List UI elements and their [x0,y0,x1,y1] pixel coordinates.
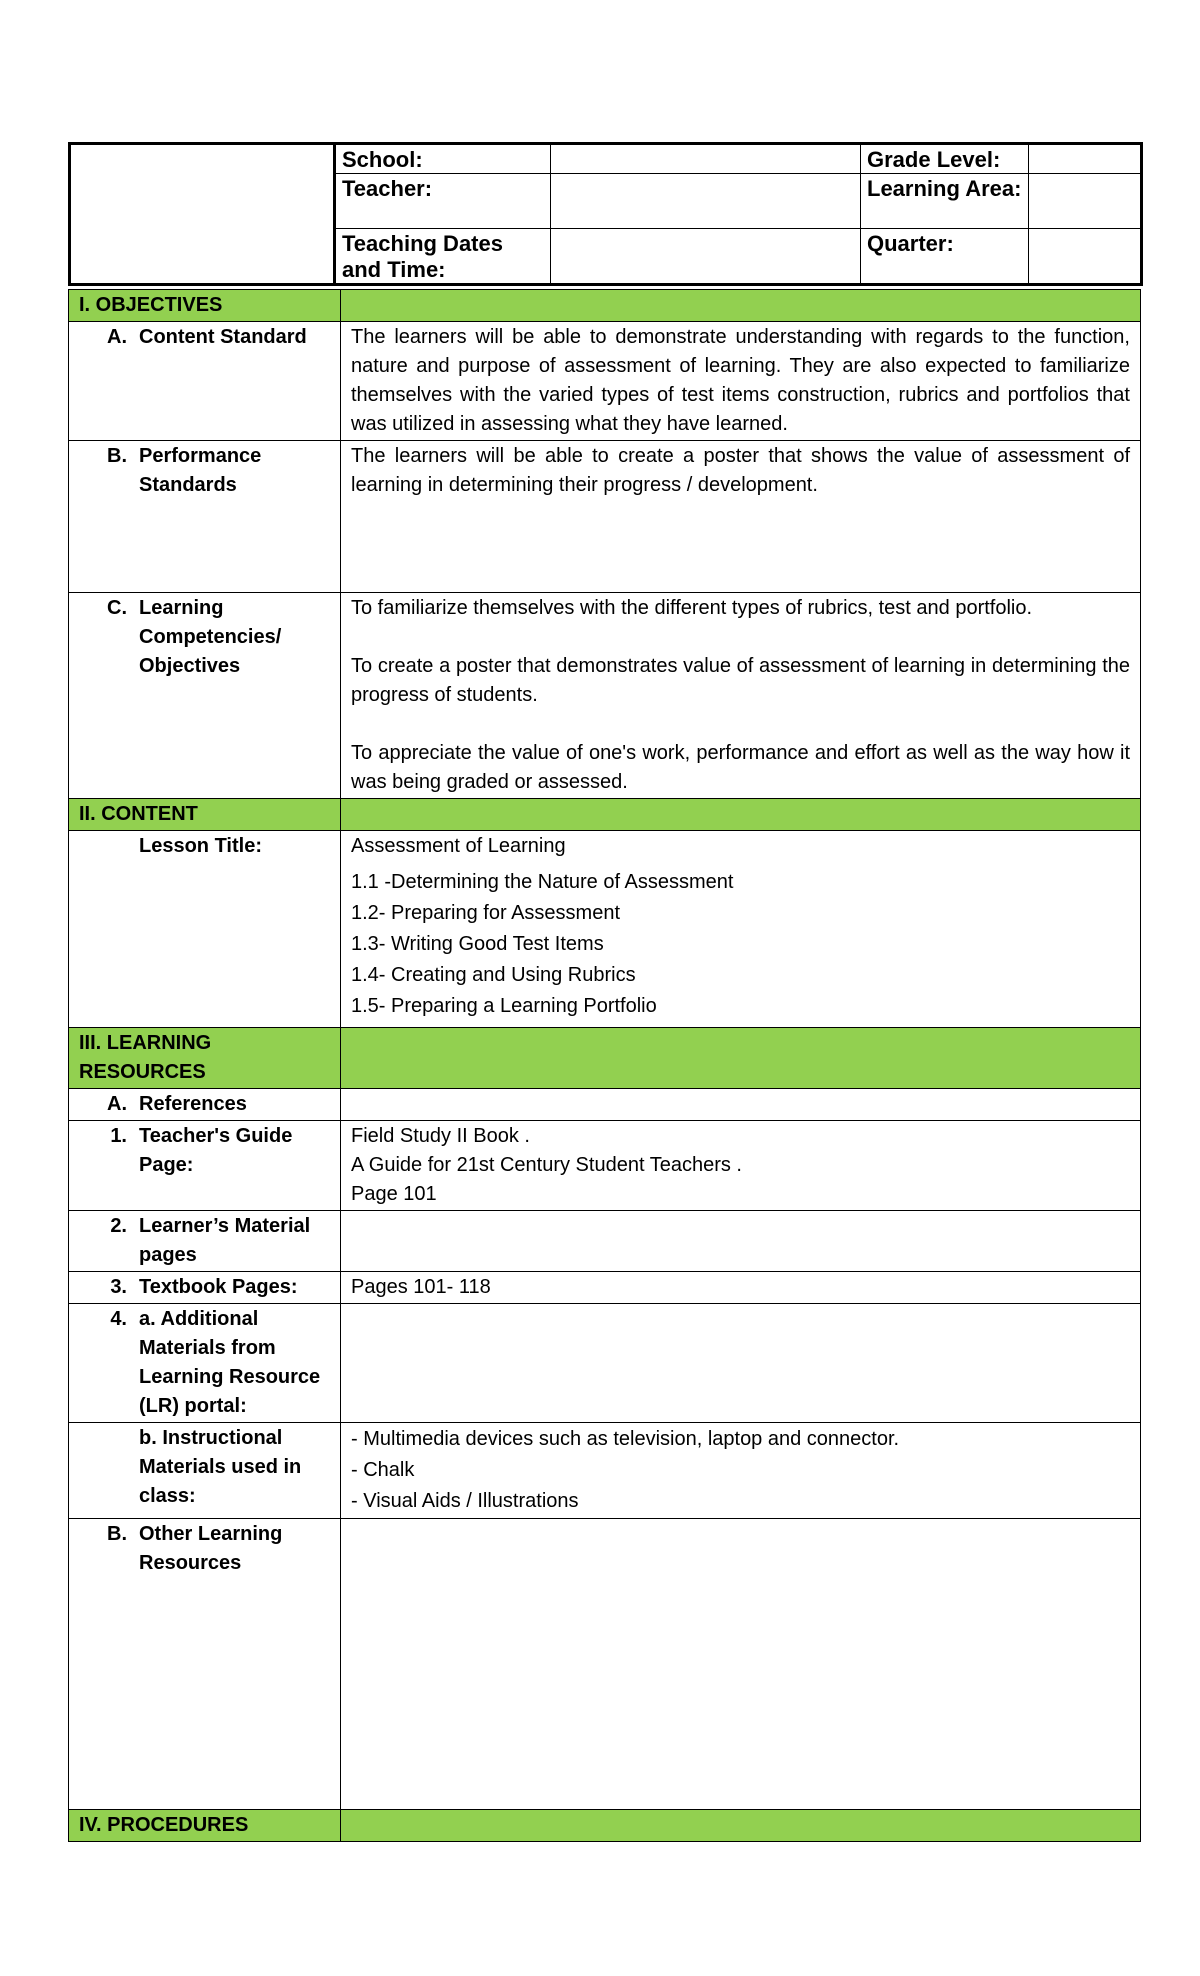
performance-standards-text: The learners will be able to create a poster that shows the value of assessment of learning in determining their progress / development. [341,441,1141,593]
row-additional-materials [69,1304,1141,1423]
school-label: School: [335,144,551,174]
lesson-plan-table [68,289,1141,1842]
grade-level-field[interactable] [1029,144,1142,174]
topic-item: 1.3- Writing Good Test Items [351,933,604,955]
competency-item: To create a poster that demonstrates value of assessment of learning in determining the progress of students. [351,655,1130,706]
teacher-label: Teacher: [335,174,551,229]
grade-level-label: Grade Level: [861,144,1029,174]
lesson-plan-document [68,142,1140,1842]
topic-item: 1.5- Preparing a Learning Portfolio [351,995,657,1017]
material-line: - Multimedia devices such as television, laptop and connector. [351,1428,900,1450]
row-other-resources [69,1519,1141,1810]
item-number: B. [107,1523,127,1545]
item-number: A. [107,326,127,348]
row-label: Textbook Pages: [139,1276,298,1298]
row-label: Content Standard [139,326,307,348]
quarter-field[interactable] [1029,229,1142,285]
material-line: - Chalk [351,1459,415,1481]
logo-area [70,144,335,285]
item-number: C. [107,597,127,619]
row-label: Performance Standards [139,445,262,496]
material-line: - Visual Aids / Illustrations [351,1490,579,1512]
item-number: A. [107,1093,127,1115]
item-number: 1. [110,1125,127,1147]
row-textbook [69,1272,1141,1304]
dates-field[interactable] [551,229,861,285]
item-number: 2. [110,1215,127,1237]
row-label: Learner’s Material pages [139,1215,311,1266]
competency-item: To familiarize themselves with the different types of rubrics, test and portfolio. [351,597,1033,619]
row-label: b. Instructional Materials used in class: [139,1427,302,1507]
competency-item: To appreciate the value of one's work, performance and effort as well as the way how it was being graded or assessed. [351,742,1130,793]
row-label: a. Additional Materials from Learning Resource (LR) portal: [139,1308,321,1417]
school-field[interactable] [551,144,861,174]
section-title: IV. PROCEDURES [69,1810,341,1842]
topic-item: 1.2- Preparing for Assessment [351,902,621,924]
row-instructional-materials [69,1423,1141,1519]
section-title: III. LEARNING RESOURCES [69,1028,341,1089]
other-resources-text [341,1519,1141,1810]
item-number: 4. [110,1308,127,1330]
dates-label: Teaching Dates and Time: [335,229,551,285]
row-lesson-title [69,831,1141,1028]
content-standard-text: The learners will be able to demonstrate understanding with regards to the function, nature and purpose of assessment of learning. They are also expected to familiarize themselves with the varied types of test items construction, rubrics and portfolios that was utilized in assessing what they have learned. [341,322,1141,441]
lesson-title: Assessment of Learning [351,835,566,857]
learning-area-field[interactable] [1029,174,1142,229]
section-title: I. OBJECTIVES [69,290,341,322]
section-resources [69,1028,1141,1089]
section-objectives [69,290,1141,322]
row-label: Learning Competencies/ Objectives [139,597,282,677]
row-competencies [69,593,1141,799]
row-references [69,1089,1141,1121]
row-label: Teacher's Guide Page: [139,1125,293,1176]
row-content-standard [69,322,1141,441]
row-teachers-guide [69,1121,1141,1211]
topic-item: 1.4- Creating and Using Rubrics [351,964,636,986]
row-label: References [139,1093,247,1115]
section-content [69,799,1141,831]
row-label: Lesson Title: [139,835,262,857]
topic-item: 1.1 -Determining the Nature of Assessment [351,871,734,893]
learners-material-text [341,1211,1141,1272]
row-performance-standards [69,441,1141,593]
additional-materials-text [341,1304,1141,1423]
section-procedures [69,1810,1141,1842]
reference-line: Page 101 [351,1183,437,1205]
reference-line: Field Study II Book . [351,1125,530,1147]
header-table [68,142,1143,286]
learning-area-label: Learning Area: [861,174,1029,229]
item-number: B. [107,445,127,467]
section-title: II. CONTENT [69,799,341,831]
row-label: Other Learning Resources [139,1523,283,1574]
row-learners-material [69,1211,1141,1272]
reference-line: A Guide for 21st Century Student Teachers . [351,1154,742,1176]
quarter-label: Quarter: [861,229,1029,285]
teacher-field[interactable] [551,174,861,229]
textbook-text: Pages 101- 118 [341,1272,1141,1304]
item-number: 3. [110,1276,127,1298]
